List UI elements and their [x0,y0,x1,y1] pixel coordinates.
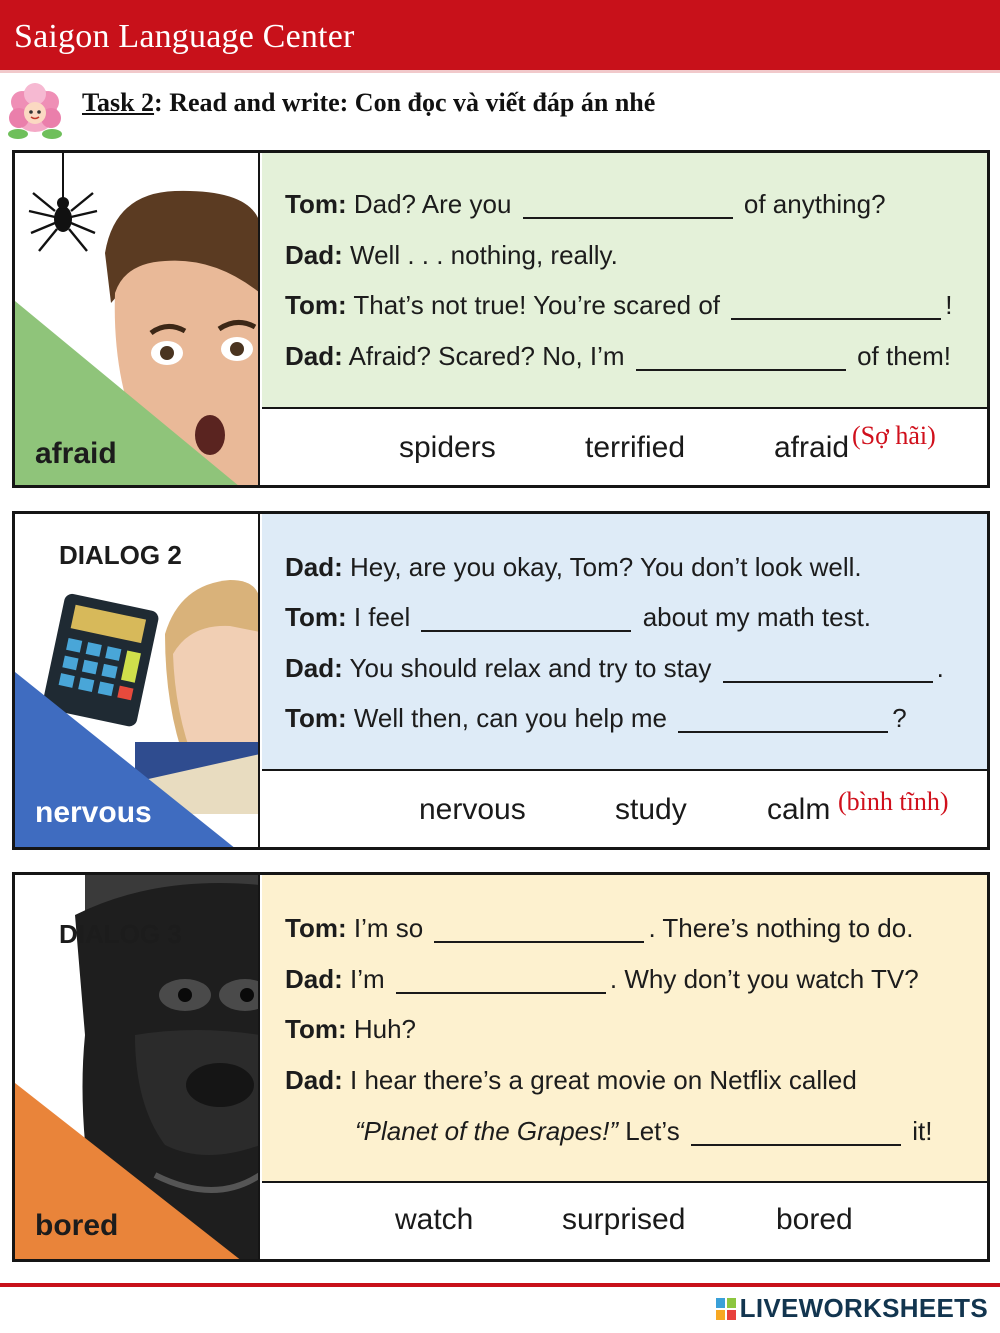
footer-divider [0,1283,1000,1287]
line-text: Afraid? Scared? No, I’m [348,341,625,371]
dialog-line [285,1014,416,1045]
speaker: Tom: [285,1014,347,1044]
line-text: Well . . . nothing, really. [350,240,618,270]
speaker: Tom: [285,290,347,320]
header-divider [0,70,1000,73]
line-text: of anything? [743,189,886,219]
task-label: Task 2 [82,88,155,117]
line-text: it! [912,1116,933,1146]
dialog-line [285,341,951,372]
header-title: Saigon Language Center [14,18,355,55]
flower-icon [2,80,68,142]
word-option[interactable]: watch [395,1203,474,1236]
answer-blank[interactable] [731,294,941,320]
emotion-label: bored [35,1209,119,1242]
translation-note: (bình tĩnh) [838,787,949,816]
line-text: You should relax and try to stay [349,653,712,683]
header-bar [0,0,1000,70]
movie-title: “Planet of the Grapes!” [355,1116,619,1146]
line-text: . Why don’t you watch TV? [609,964,919,994]
dialog-image-3 [15,875,260,1259]
word-option[interactable]: afraid [774,431,850,464]
emotion-label: afraid [35,437,117,470]
dialog-line [355,1116,932,1147]
word-option[interactable]: calm [767,793,831,826]
dialog-card-1 [12,150,990,488]
line-text: . There’s nothing to do. [648,913,914,943]
dialog-line [285,913,913,944]
answer-blank[interactable] [691,1120,901,1146]
speaker: Tom: [285,189,347,219]
speaker: Dad: [285,552,343,582]
line-text: I feel [353,602,411,632]
word-option[interactable]: nervous [419,793,526,826]
word-option[interactable]: bored [776,1203,853,1236]
task-text: : Read and write: Con đọc và viết đáp án nhé [154,88,656,117]
dialog-line [285,602,871,633]
line-text: Let’s [618,1116,680,1146]
speaker: Dad: [285,653,343,683]
answer-blank[interactable] [636,345,846,371]
dialog-text-panel [262,514,987,771]
line-text: I’m [350,964,385,994]
dialog-heading: DIALOG 2 [59,540,182,570]
word-bank [262,409,987,485]
word-option[interactable]: spiders [399,431,496,464]
word-bank [262,771,987,847]
dialog-line [285,1065,857,1096]
word-option[interactable]: terrified [585,431,686,464]
dialog-line [285,653,944,684]
speaker: Dad: [285,341,343,371]
line-text: Hey, are you okay, Tom? You don’t look well. [350,552,862,582]
brand-name: LIVEWORKSHEETS [739,1293,988,1323]
line-text: . [936,653,944,683]
dialog-line [285,189,886,220]
dialog-image-1 [15,153,260,485]
speaker: Dad: [285,1065,343,1095]
translation-note: (Sợ hãi) [852,421,936,450]
line-text: That’s not true! You’re scared of [353,290,721,320]
liveworksheets-logo [716,1293,988,1324]
emotion-label: nervous [35,796,152,829]
dialog-image-2 [15,514,260,847]
word-option[interactable]: surprised [562,1203,686,1236]
speaker: Tom: [285,703,347,733]
dialog-text-panel [262,153,987,409]
dialog-line [285,240,618,271]
line-text: I hear there’s a great movie on Netflix called [350,1065,857,1095]
line-text: Dad? Are you [353,189,512,219]
spider-icon [29,153,97,251]
answer-blank[interactable] [396,968,606,994]
speaker: Tom: [285,602,347,632]
answer-blank[interactable] [723,657,933,683]
answer-blank[interactable] [434,917,644,943]
dialog-heading: DIALOG 3 [59,919,182,949]
answer-blank[interactable] [678,707,888,733]
speaker: Dad: [285,964,343,994]
dialog-line [285,703,907,734]
line-text: about my math test. [642,602,872,632]
dialog-line [285,552,862,583]
word-bank [262,1183,987,1259]
speaker: Tom: [285,913,347,943]
liveworksheets-mark-icon [716,1298,736,1320]
line-text: I’m so [353,913,424,943]
dialog-line [285,290,953,321]
line-text: ? [892,703,907,733]
answer-blank[interactable] [523,193,733,219]
line-text: ! [945,290,953,320]
dialog-text-panel [262,875,987,1183]
word-option[interactable]: study [615,793,687,826]
speaker: Dad: [285,240,343,270]
dialog-card-3 [12,872,990,1262]
task-instruction [82,88,655,118]
line-text: Well then, can you help me [353,703,668,733]
dialog-line [285,964,919,995]
line-text: of them! [857,341,951,371]
answer-blank[interactable] [421,606,631,632]
dialog-card-2 [12,511,990,850]
line-text: Huh? [353,1014,417,1044]
